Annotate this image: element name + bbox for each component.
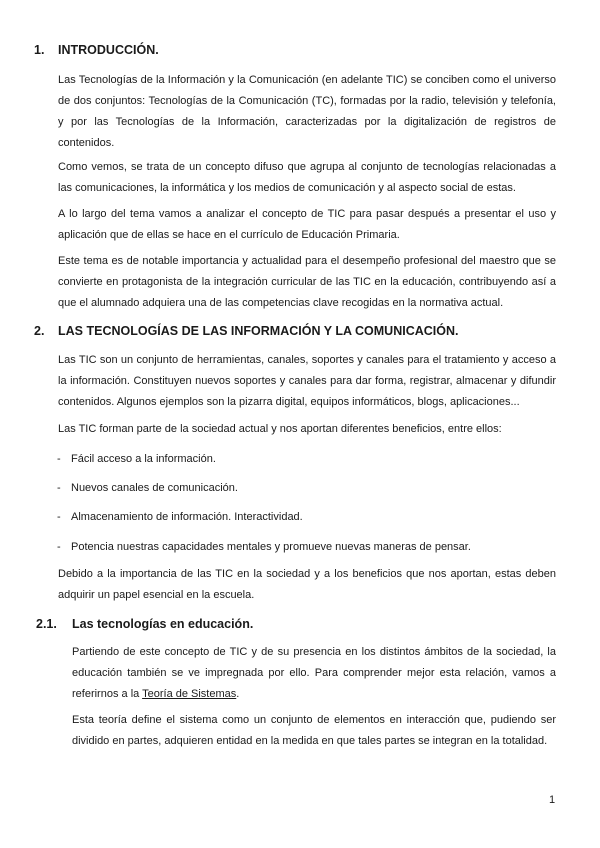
benefit-text: Almacenamiento de información. Interactividad.	[71, 511, 303, 523]
section-2-title: LAS TECNOLOGÍAS DE LAS INFORMACIÓN Y LA COMUNICACIÓN.	[58, 324, 459, 338]
section-2-number: 2.	[34, 324, 45, 338]
benefit-item	[57, 451, 216, 467]
intro-paragraph-1: Las Tecnologías de la Información y la Comunicación (en adelante TIC) se conciben como el universo de dos conjuntos: Tecnologías de la Comunicación (TC), formadas por la radio, televisión y telefonía, y por las Tecnologías de la Información, caracterizadas por la digitalización de registros de contenidos.	[58, 74, 556, 149]
bullet-marker: -	[57, 482, 61, 494]
benefit-text: Fácil acceso a la información.	[71, 453, 216, 465]
benefit-item	[57, 509, 303, 525]
benefit-text: Potencia nuestras capacidades mentales y promueve nuevas maneras de pensar.	[71, 541, 471, 553]
education-paragraph-1-text: Partiendo de este concepto de TIC y de su presencia en los distintos ámbitos de la sociedad, la educación también se ve impregnada por ello. Para comprender mejor esta relación, vamos a referirnos a la	[72, 646, 556, 700]
section-2-1-number: 2.1.	[36, 617, 57, 631]
bullet-marker: -	[57, 511, 61, 523]
page-number: 1	[549, 794, 556, 806]
section-2-heading	[34, 324, 458, 338]
education-paragraph-2: Esta teoría define el sistema como un conjunto de elementos en interacción que, pudiendo ser dividido en partes, adquieren entidad en la medida en que tales partes se integran en la totalidad.	[72, 714, 556, 747]
section-2-1-title: Las tecnologías en educación.	[72, 617, 254, 631]
benefit-item	[57, 480, 238, 496]
education-paragraph-1	[72, 642, 556, 705]
benefit-text: Nuevos canales de comunicación.	[71, 482, 238, 494]
systems-theory-link[interactable]: Teoría de Sistemas	[142, 688, 237, 700]
intro-paragraph-2: Como vemos, se trata de un concepto difuso que agrupa al conjunto de tecnologías relacionadas a las comunicaciones, la informática y los medios de comunicación y al aspecto social de estas.	[58, 161, 556, 194]
education-paragraph-1-end: .	[236, 688, 240, 700]
benefit-item	[57, 539, 471, 555]
intro-paragraph-4: Este tema es de notable importancia y actualidad para el desempeño profesional del maestro que se convierte en protagonista de la integración curricular de las TIC en la educación, contribuyendo así a que el alumnado adquiera una de las competencias clave recogidas en la normativa actual.	[58, 255, 556, 309]
bullet-marker: -	[57, 453, 61, 465]
section-1-title: INTRODUCCIÓN.	[58, 43, 159, 57]
section-1-number: 1.	[34, 43, 45, 57]
section-1-heading	[34, 43, 159, 57]
tic-paragraph-2: Las TIC forman parte de la sociedad actual y nos aportan diferentes beneficios, entre ellos:	[58, 423, 502, 435]
bullet-marker: -	[57, 541, 61, 553]
tic-closing-paragraph: Debido a la importancia de las TIC en la sociedad y a los beneficios que nos aportan, estas deben adquirir un papel esencial en la escuela.	[58, 568, 556, 601]
intro-paragraph-3: A lo largo del tema vamos a analizar el concepto de TIC para pasar después a presentar el uso y aplicación que de ellas se hace en el currículo de Educación Primaria.	[58, 208, 556, 241]
tic-paragraph-1: Las TIC son un conjunto de herramientas, canales, soportes y canales para el tratamiento y acceso a la información. Constituyen nuevos soportes y canales para dar forma, registrar, almacenar y difundir contenidos. Algunos ejemplos son la pizarra digital, equipos informáticos, blogs, aplicaciones...	[58, 354, 556, 408]
section-2-1-heading	[36, 617, 253, 631]
